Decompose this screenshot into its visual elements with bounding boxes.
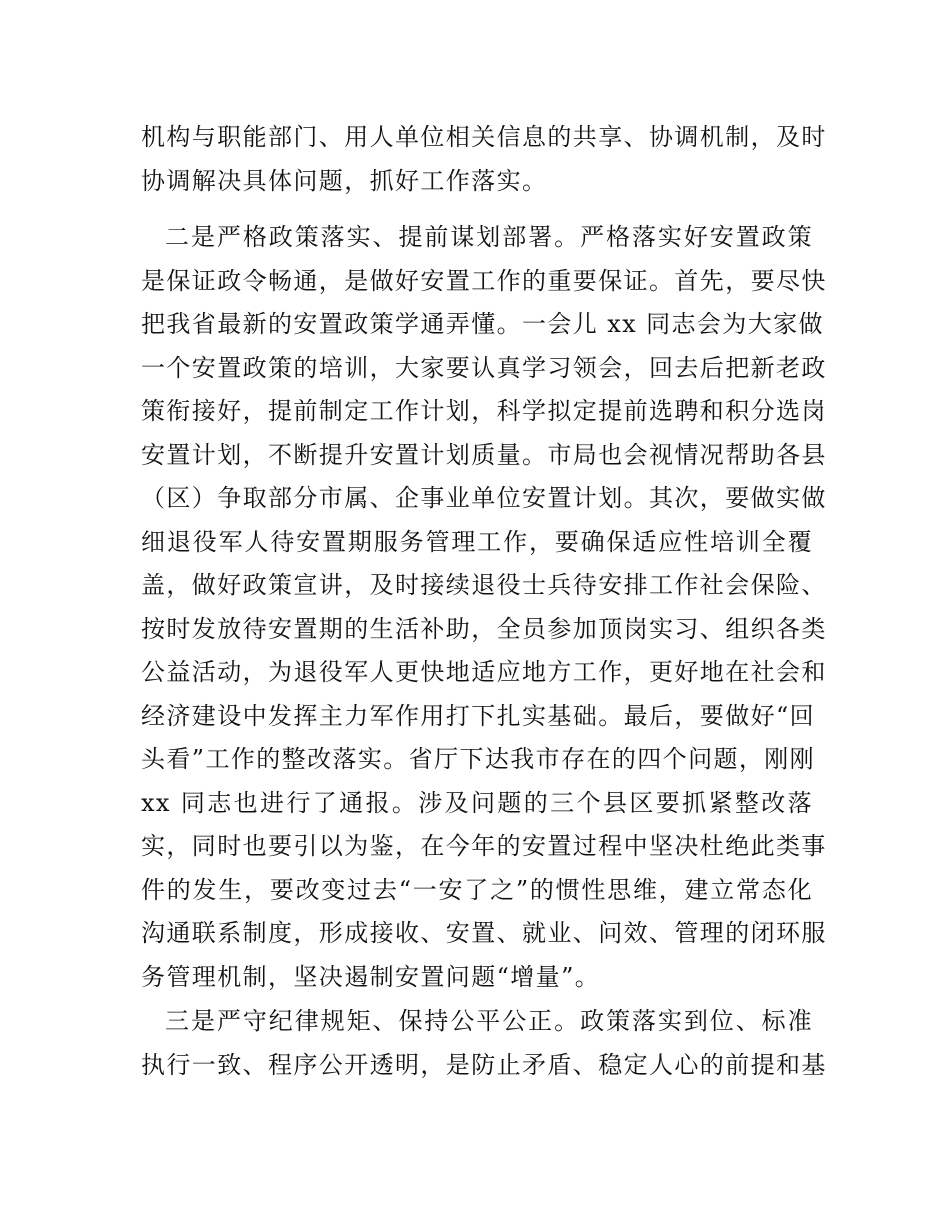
text-line: 执行一致、程序公开透明，是防止矛盾、稳定人心的前提和基 — [141, 1050, 827, 1079]
text-line: 细退役军人待安置期服务管理工作，要确保适应性培训全覆 — [141, 527, 813, 556]
text-line: 公益活动，为退役军人更快地适应地方工作，更好地在社会和 — [141, 658, 827, 686]
text-line: 二是严格政策落实、提前谋划部署。严格落实好安置政策 — [165, 223, 813, 251]
paragraph-continuation — [141, 116, 827, 203]
text-line: 策衔接好，提前制定工作计划，科学拟定提前选聘和积分选岗 — [141, 397, 827, 425]
text-line: 按时发放待安置期的生活补助，全员参加顶岗实习、组织各类 — [141, 614, 827, 643]
paragraph-policy-implementation — [141, 216, 827, 999]
text-line: 三是严守纪律规矩、保持公平公正。政策落实到位、标准 — [165, 1007, 813, 1035]
text-line: 安置计划，不断提升安置计划质量。市局也会视情况帮助各县 — [141, 440, 827, 469]
text-line: 务管理机制，坚决遏制安置问题“增量”。 — [141, 962, 601, 991]
text-line: 是保证政令畅通，是做好安置工作的重要保证。首先，要尽快 — [141, 266, 827, 295]
text-line: 经济建设中发挥主力军作用打下扎实基础。最后，要做好“回 — [141, 701, 816, 730]
text-line: 机构与职能部门、用人单位相关信息的共享、协调机制，及时 — [141, 123, 827, 151]
text-line: （区）争取部分市属、企事业单位安置计划。其次，要做实做 — [141, 484, 827, 512]
text-line: 一个安置政策的培训，大家要认真学习领会，回去后把新老政 — [141, 353, 827, 382]
text-line: 盖，做好政策宣讲，及时接续退役士兵待安排工作社会保险、 — [141, 571, 827, 599]
paragraph-discipline — [141, 1000, 827, 1087]
text-line: 协调解决具体问题，抓好工作落实。 — [141, 166, 548, 195]
text-line: 把我省最新的安置政策学通弄懂。一会儿 xx 同志会为大家做 — [141, 310, 824, 338]
text-line: 实，同时也要引以为鉴，在今年的安置过程中坚决杜绝此类事 — [141, 832, 827, 860]
text-line: 沟通联系制度，形成接收、安置、就业、问效、管理的闭环服 — [141, 919, 827, 947]
text-line: 件的发生，要改变过去“一安了之”的惯性思维，建立常态化 — [141, 875, 813, 904]
text-line: xx 同志也进行了通报。涉及问题的三个县区要抓紧整改落 — [141, 788, 813, 817]
text-line: 头看”工作的整改落实。省厅下达我市存在的四个问题，刚刚 — [141, 745, 816, 773]
